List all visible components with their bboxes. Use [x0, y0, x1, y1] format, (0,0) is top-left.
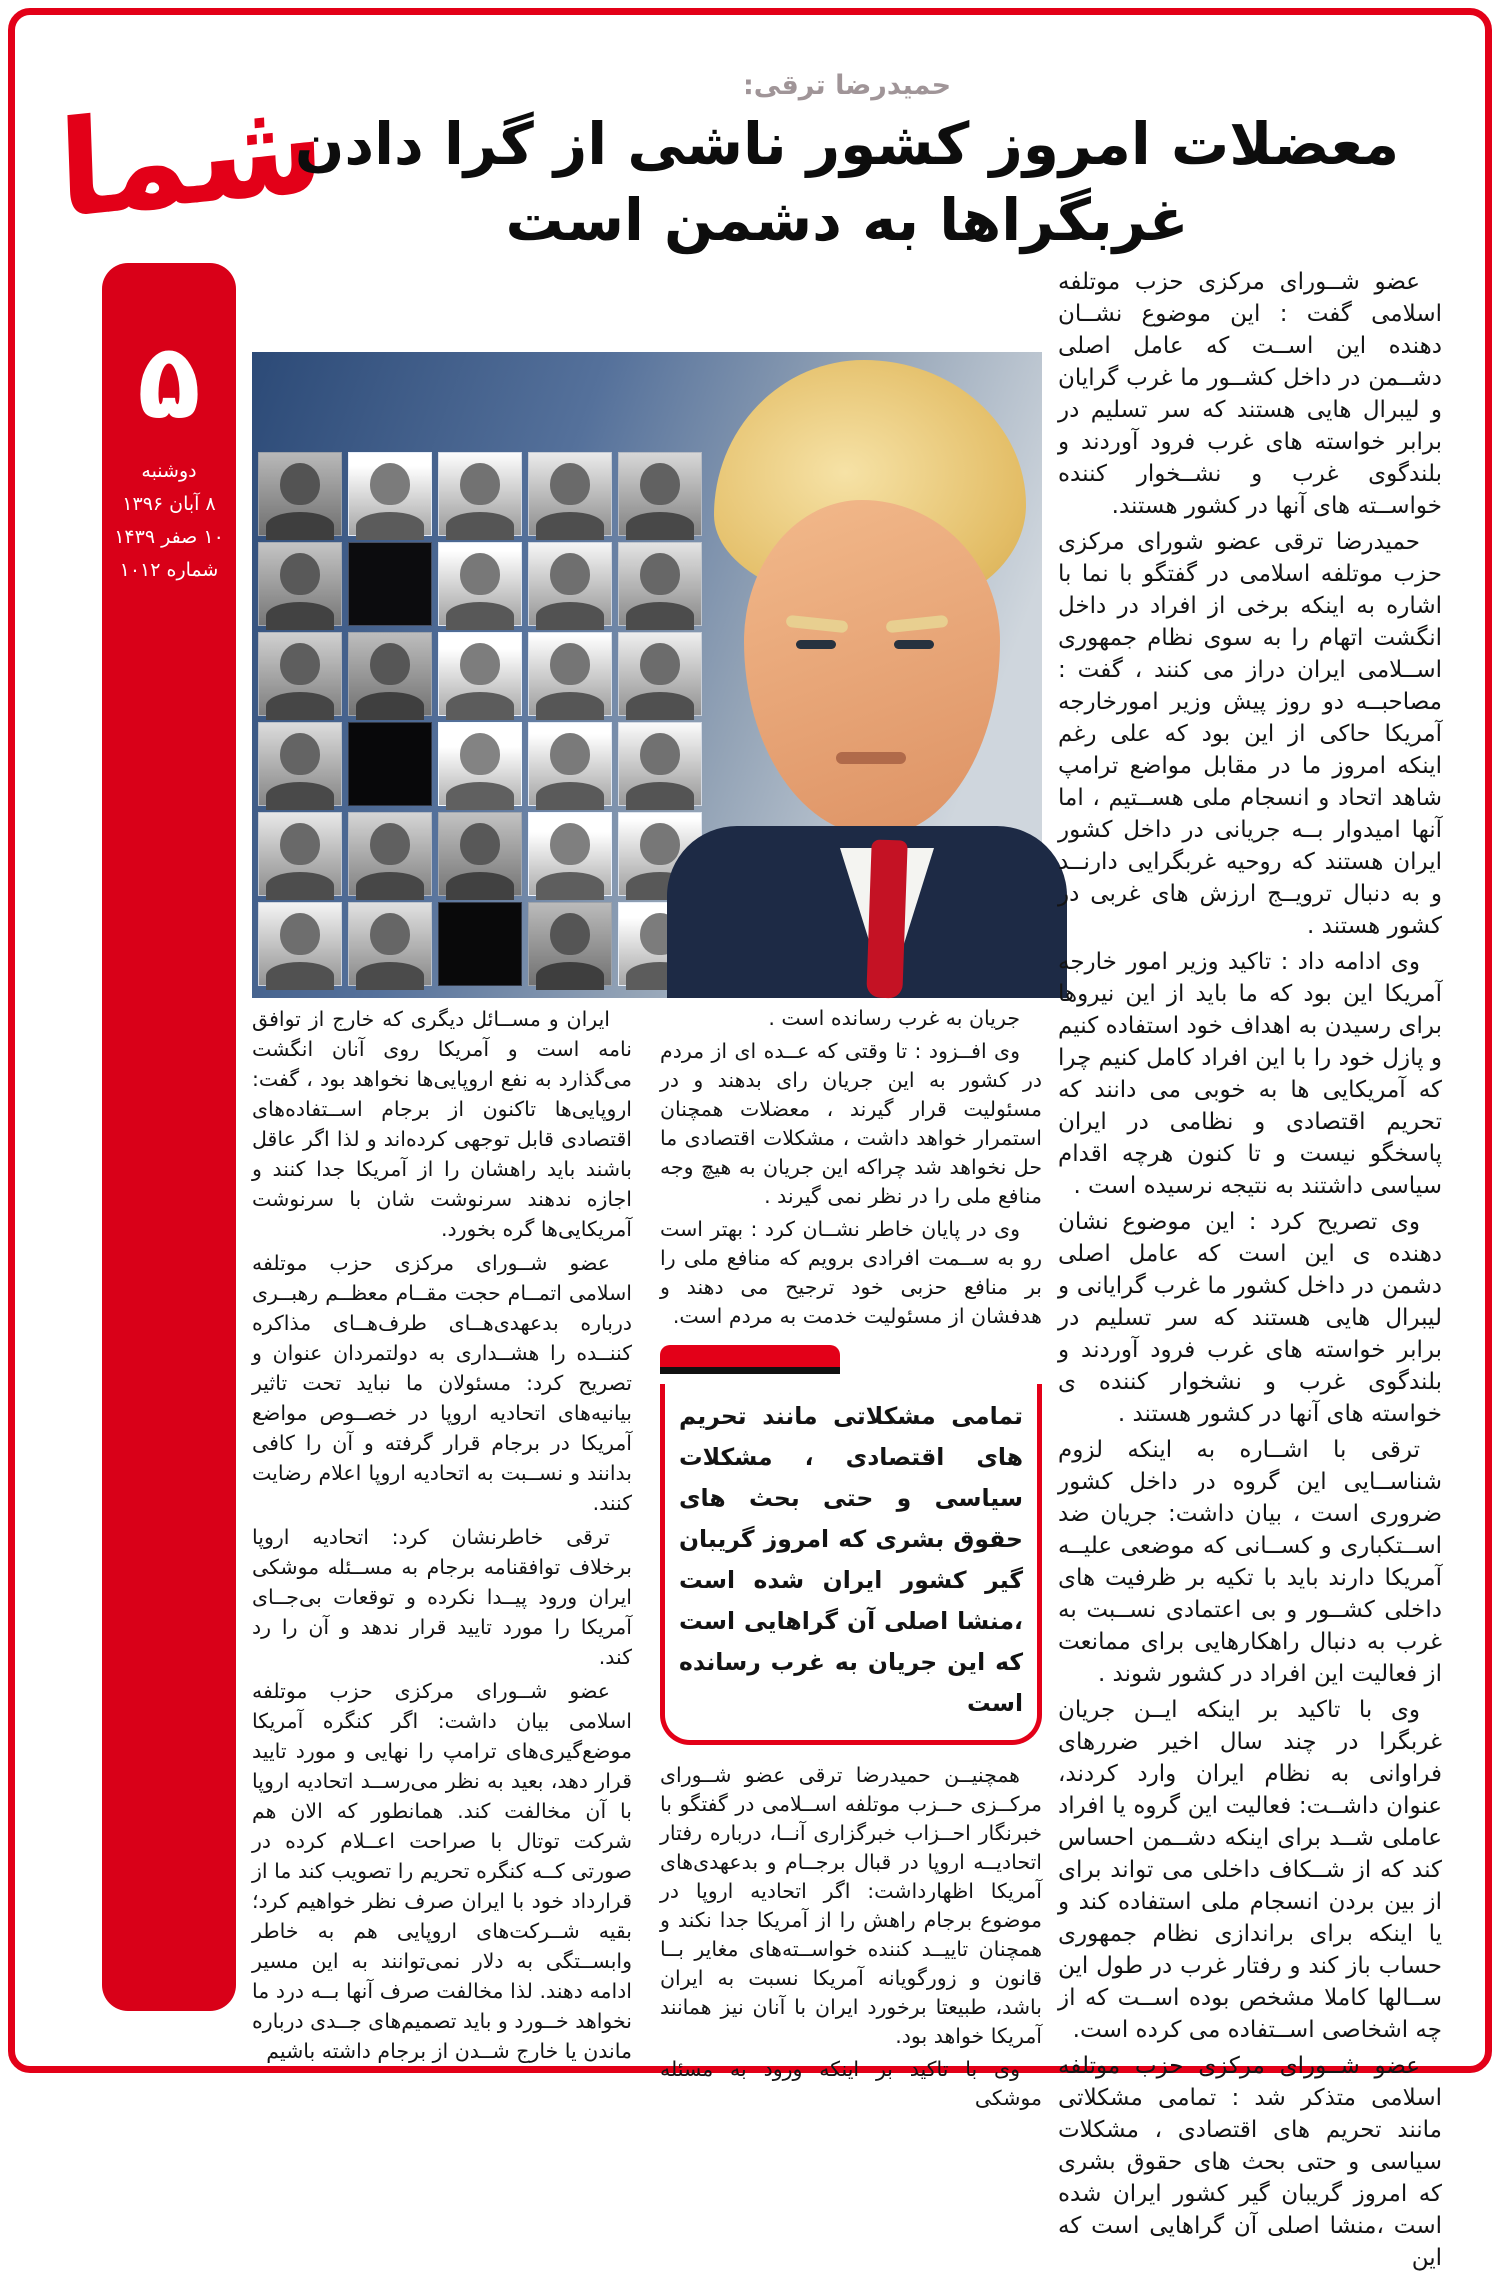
paragraph: حمیدرضا ترقی عضو شورای مرکزی حزب موتلفه اسلامی در گفتگو با نما با اشاره به اینکه برخی از افراد در داخل انگشت اتهام را به سوی نظام جمهوری اســلامی ایران دراز می کنند ، گفت : مصاحبــه دو روز پیش وزیر امورخارجه آمریکا حاکی از این بود که علی رغم اینکه امروز ما در مقابل مواضع ترامپ شاهد اتحاد و انسجام ملی هســتیم ، اما آنها امیدوار بــه جریانی در داخل کشور ایران هستند که روحیه غربگرایی دارنــد و به دنبال ترویــج ارزش های غربی در کشور هستند . — [1058, 529, 1442, 939]
paragraph: وی با تاکید بر اینکه ورود به مسئله موشکی — [660, 2057, 1042, 2110]
face-cell — [438, 632, 522, 716]
article-column-middle — [660, 1004, 1042, 2110]
paragraph: عضو شــورای مرکزی حزب موتلفه اسلامی متذکر شد : تمامی مشکلاتی مانند تحریم های اقتصادی ، مشکلات سیاسی و حتی بحث های حقوق بشری که امروز گریبان گیر کشور ایران شده است ،منشا اصلی آن گراهایی است که این — [1058, 2053, 1442, 2271]
headline-line-1: معضلات امروز کشور ناشی از گرا دادن — [294, 110, 1400, 178]
kicker: حمیدرضا ترقی: — [742, 70, 952, 101]
paragraph: وی تصریح کرد : این موضوع نشان دهنده ی این است که عامل اصلی دشمن در داخل کشور ما غرب گرایانی و لیبرال هایی هستند که سر تسلیم در برابر خواسته های غرب فرود آوردند و بلندگوی غرب و نشخوار کننده ی خواسته های آنها در کشور هستند . — [1058, 1209, 1442, 1427]
paragraph: دوشنبه — [141, 460, 197, 482]
newspaper-logo: شما — [55, 66, 328, 249]
paragraph: ۱۰ صفر ۱۴۳۹ — [114, 526, 224, 548]
trump-eyebrow — [786, 615, 849, 633]
article-column-middle-bottom — [660, 1761, 1042, 2113]
pull-quote-black-bar — [660, 1367, 840, 1374]
paragraph: ترقی خاطرنشان کرد: اتحادیه اروپا برخلاف توافقنامه برجام به مســئله موشکی ایران ورود پیــدا نکرده و توقعات بی‌جــای آمریکا را مورد تایید قرار ندهد و آن را رد کند. — [252, 1525, 632, 1669]
paragraph: عضو شــورای مرکزی حزب موتلفه اسلامی بیان داشت: اگر کنگره آمریکا موضع‌گیری‌های ترامپ را نهایی و مورد تایید قرار دهد، بعید به نظر می‌رســد اتحادیه اروپا با آن مخالفت کند. همانطور که الان هم شرکت توتال با صراحت اعــلام کرده در صورتی کــه کنگره تحریم را تصویب کند ما از قرارداد خود با ایران صرف نظر خواهیم کرد؛ بقیه شــرکت‌های اروپایی هم به خاطر وابســتگی به دلار نمی‌توانند به این مسیر ادامه دهند. لذا مخالفت صرف آنها بــه درد ما نخواهد خــورد و باید تصمیم‌های جــدی درباره ماندن یا خارج شــدن از برجام داشته باشیم — [252, 1679, 632, 2063]
paragraph: ۸ آبان ۱۳۹۶ — [122, 493, 216, 515]
face-cell — [618, 542, 702, 626]
face-cell — [438, 452, 522, 536]
article-column-middle-top — [660, 1004, 1042, 1331]
pull-quote-red-bar — [660, 1345, 840, 1367]
face-cell — [348, 812, 432, 896]
trump-eye — [796, 640, 836, 649]
face-cell — [258, 812, 342, 896]
paragraph: شماره ۱۰۱۲ — [119, 559, 219, 581]
paragraph: وی در پایان خاطر نشــان کرد : بهتر است رو به ســمت افرادی برویم که منافع ملی را بر منافع حزبی خود ترجیح می دهند و هدفشان از مسئولیت خدمت به مردم است. — [660, 1217, 1042, 1328]
face-grid — [258, 452, 708, 986]
trump-eye — [894, 640, 934, 649]
face-cell — [528, 902, 612, 986]
headline-line-2: غربگراها به دشمن است — [505, 186, 1189, 254]
paragraph: عضو شــورای مرکزی حزب موتلفه اسلامی اتمــام حجت مقــام معظــم رهبــری درباره بدعهدی‌هــای طرف‌هــای مذاکره کننــده را هشــداری به دولتمردان عنوان و تصریح کرد: مسئولان ما نباید تحت تاثیر بیانیه‌های اتحادیه اروپا در خصــوص مواضع آمریکا در برجام قرار گرفته و آن را کافی بدانند و نســبت به اتحادیه اروپا اعلام رضایت کنند. — [252, 1251, 632, 1515]
trump-face — [744, 500, 1000, 836]
photo-collage — [252, 352, 1042, 998]
face-cell — [438, 722, 522, 806]
paragraph: ترقی با اشــاره به اینکه لزوم شناســایی این گروه در داخل کشور ضروری است ، بیان داشت: جریان ضد اســتکباری و کســانی که موضعی علیــه آمریکا دارند باید با تکیه بر ظرفیت های داخلی کشــور و بی اعتمادی نســبت به غرب به دنبال راهکارهایی برای ممانعت از فعالیت این افراد در کشور شوند . — [1058, 1437, 1442, 1687]
article-column-right — [1058, 266, 1442, 2271]
trump-mouth — [836, 752, 906, 764]
article-column-left — [252, 1004, 632, 2063]
face-cell — [618, 632, 702, 716]
trump-figure — [692, 352, 1042, 998]
paragraph: وی ادامه داد : تاکید وزیر امور خارجه آمریکا این بود که ما باید از این نیروها برای رسیدن به اهداف خود استفاده کنیم و پازل خود را با این افراد کامل کنیم چرا که آمریکایی ها به خوبی می دانند که تحریم اقتصادی و نظامی در ایران پاسخگو نیست و تا کنون هرچه اقدام سیاسی داشتند به نتیجه نرسیده است . — [1058, 949, 1442, 1199]
face-cell — [438, 542, 522, 626]
face-cell — [528, 722, 612, 806]
empty-cell — [438, 902, 522, 986]
pull-quote — [660, 1345, 1042, 1745]
face-cell — [528, 542, 612, 626]
headline-block — [262, 68, 1432, 256]
issue-date-block — [102, 455, 236, 587]
face-cell — [258, 632, 342, 716]
face-cell — [528, 452, 612, 536]
empty-cell — [348, 542, 432, 626]
page-number: ۵ — [137, 320, 201, 442]
face-cell — [618, 452, 702, 536]
face-cell — [528, 632, 612, 716]
trump-tie — [866, 839, 907, 998]
face-cell — [348, 632, 432, 716]
paragraph: همچنیــن حمیدرضا ترقی عضو شــورای مرکــزی حــزب موتلفه اســلامی در گفتگو با خبرنگار احــزاب خبرگزاری آنــا، درباره رفتار اتحادیــه اروپا در قبال برجــام و بدعهدی‌های آمریکا اظهارداشت: اگر اتحادیه اروپا در موضوع برجام راهش را از آمریکا جدا نکند و همچنان تاییــد کننده خواســته‌های مغایر بــا قانون و زورگویانه آمریکا نسبت به ایران باشد، طبیعتا برخورد ایران با آنان نیز همانند آمریکا خواهد بود. — [660, 1763, 1042, 2048]
pull-quote-text: تمامی مشکلاتی مانند تحریم های اقتصادی ، مشکلات سیاسی و حتی بحث های حقوق بشری که امروز گریبان گیر کشور ایران شده است ،منشا اصلی آن گراهایی است که این جریان به غرب رسانده است — [660, 1384, 1042, 1745]
paragraph: عضو شــورای مرکزی حزب موتلفه اسلامی گفت : این موضوع نشــان دهنده این اســت که عامل اصلی دشــمن در داخل کشــور ما غرب گرایان و لیبرال هایی هستند که سر تسلیم در برابر خواسته های غرب فرود آوردند و بلندگوی غرب و نشــخوار کننده خواســته های آنها در کشور هستند. — [1058, 269, 1442, 519]
face-cell — [258, 902, 342, 986]
face-cell — [438, 812, 522, 896]
paragraph: جریان به غرب رسانده است . — [768, 1006, 1020, 1030]
face-cell — [348, 902, 432, 986]
face-cell — [258, 722, 342, 806]
face-cell — [258, 452, 342, 536]
face-cell — [618, 722, 702, 806]
empty-cell — [348, 722, 432, 806]
sidebar — [102, 263, 236, 2011]
paragraph: وی با تاکید بر اینکه ایــن جریان غربگرا در چند سال اخیر ضررهای فراوانی به نظام ایران وارد کردند، عنوان داشــت: فعالیت این گروه یا افراد عاملی شــد برای اینکه دشــمن احساس کند که از شــکاف داخلی می تواند برای از بین بردن انسجام ملی استفاده کند و یا اینکه برای براندازی نظام جمهوری حساب باز کند و رفتار غرب در طول این ســالها کاملا مشخص بوده اســت که از چه اشخاصی اســتفاده می کرده است. — [1058, 1697, 1442, 2043]
face-cell — [258, 542, 342, 626]
trump-eyebrow — [886, 615, 949, 633]
face-cell — [348, 452, 432, 536]
paragraph: ایران و مســائل دیگری که خارج از توافق نامه است و آمریکا روی آنان انگشت می‌گذارد به نفع اروپایی‌ها نخواهد بود ، گفت: اروپایی‌ها تاکنون از برجام اســتفاده‌های اقتصادی قابل توجهی کرده‌اند و لذا اگر عاقل باشند باید راهشان را از آمریکا جدا کنند و اجازه ندهند سرنوشت شان با سرنوشت آمریکایی‌ها گره بخورد. — [252, 1007, 632, 1241]
face-cell — [528, 812, 612, 896]
paragraph: وی افــزود : تا وقتی که عــده ای از مردم در کشور به این جریان رای بدهند و در مسئولیت قرار گیرند ، معضلات همچنان استمرار خواهد داشت ، مشکلات اقتصادی ما حل نخواهد شد چراکه این جریان به هیچ وجه منافع ملی را در نظر نمی گیرند . — [660, 1039, 1042, 1208]
